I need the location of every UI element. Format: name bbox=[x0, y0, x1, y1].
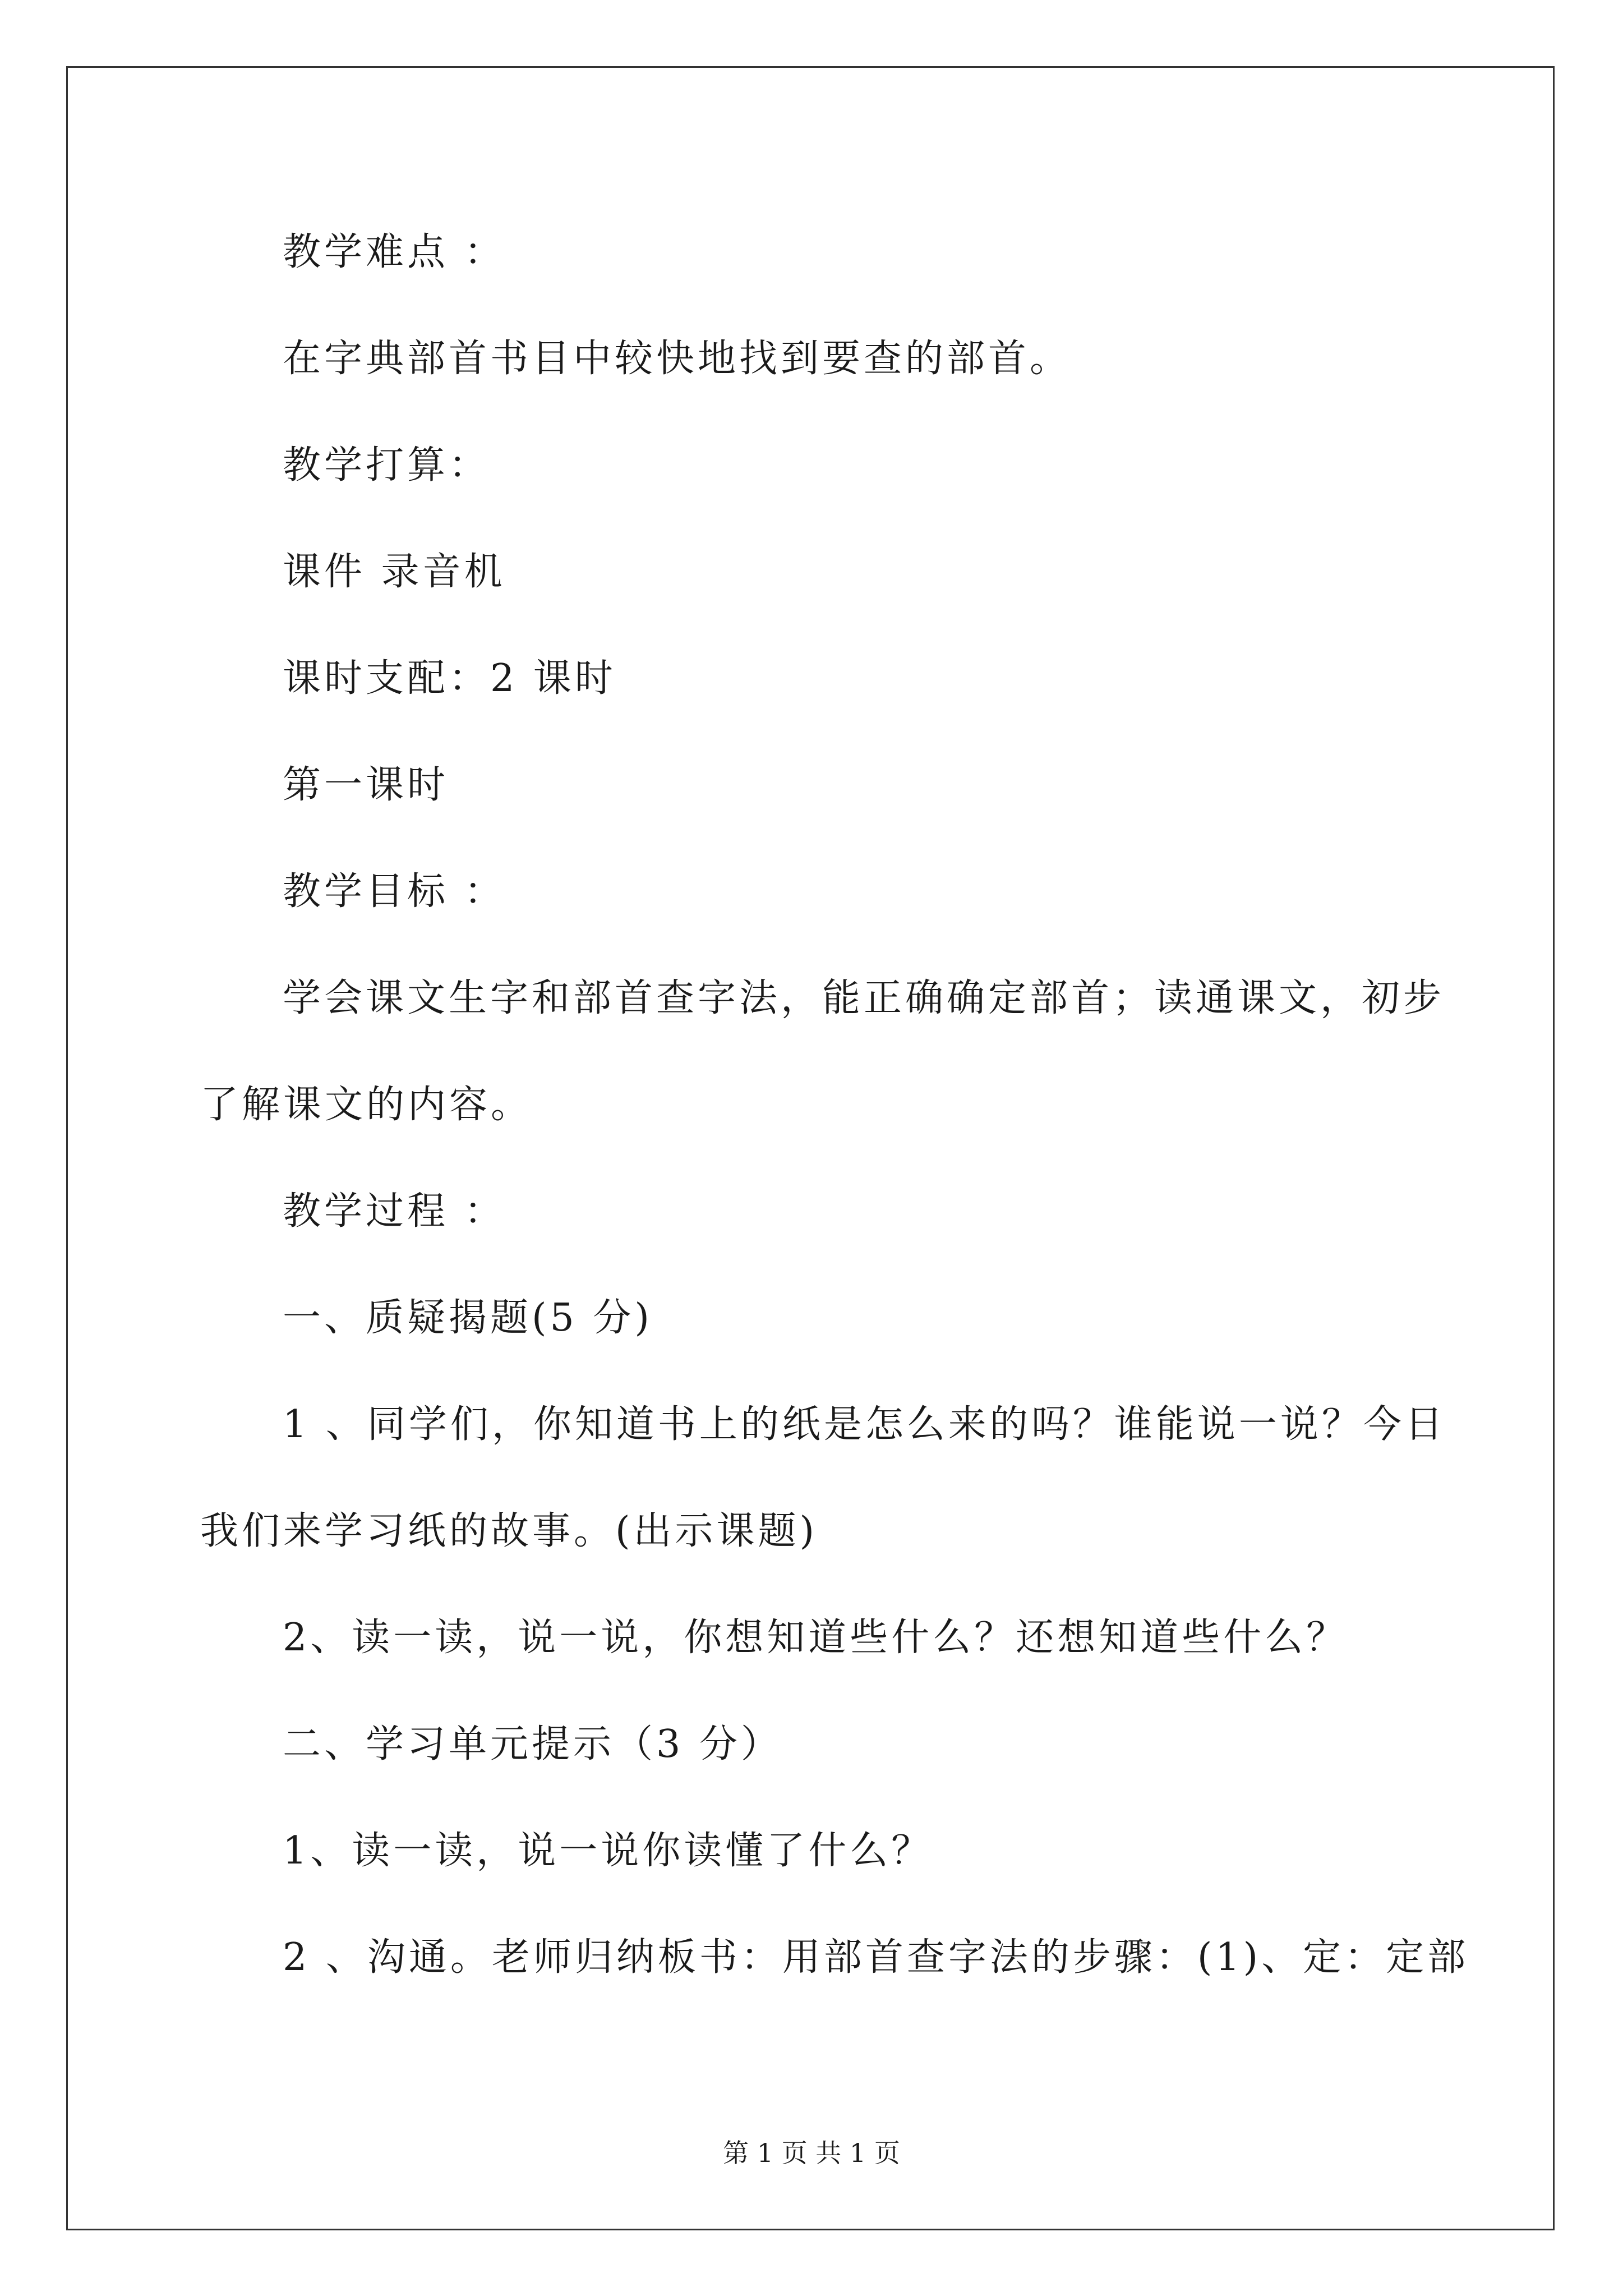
section-heading: 二、学习单元提示（3 分） bbox=[283, 1722, 782, 1766]
paragraph-line: 课件 录音机 bbox=[283, 550, 506, 594]
page-footer: 第 1 页 共 1 页 bbox=[723, 2138, 900, 2168]
heading-teaching-process: 教学过程 ： bbox=[283, 1189, 506, 1234]
heading-teaching-difficulty: 教学难点 ： bbox=[283, 230, 506, 274]
paragraph-line: 在字典部首书目中较快地找到要查的部首。 bbox=[283, 337, 1072, 381]
heading-teaching-objectives: 教学目标 ： bbox=[283, 869, 506, 914]
paragraph-line: 2 、沟通。老师归纳板书：用部首查字法的步骤：(1)、定：定部 bbox=[283, 1935, 1469, 1980]
paragraph-line: 学会课文生字和部首查字法，能正确确定部首；读通课文，初步 bbox=[283, 976, 1445, 1020]
paragraph-line: 1 、同学们，你知道书上的纸是怎么来的吗？谁能说一说？今日 bbox=[283, 1402, 1446, 1447]
heading-first-lesson: 第一课时 bbox=[283, 763, 449, 807]
section-heading: 一、质疑揭题(5 分) bbox=[283, 1296, 653, 1340]
paragraph-line: 2、读一读，说一说，你想知道些什么？还想知道些什么？ bbox=[283, 1616, 1348, 1660]
paragraph-line: 我们来学习纸的故事。(出示课题) bbox=[200, 1509, 818, 1553]
paragraph-line: 1、读一读，说一说你读懂了什么？ bbox=[283, 1829, 933, 1873]
paragraph-line: 了解课文的内容。 bbox=[200, 1083, 533, 1127]
heading-teaching-preparation: 教学打算： bbox=[283, 443, 491, 487]
page-border bbox=[66, 66, 1555, 2230]
paragraph-line: 课时支配：2 课时 bbox=[283, 656, 616, 701]
